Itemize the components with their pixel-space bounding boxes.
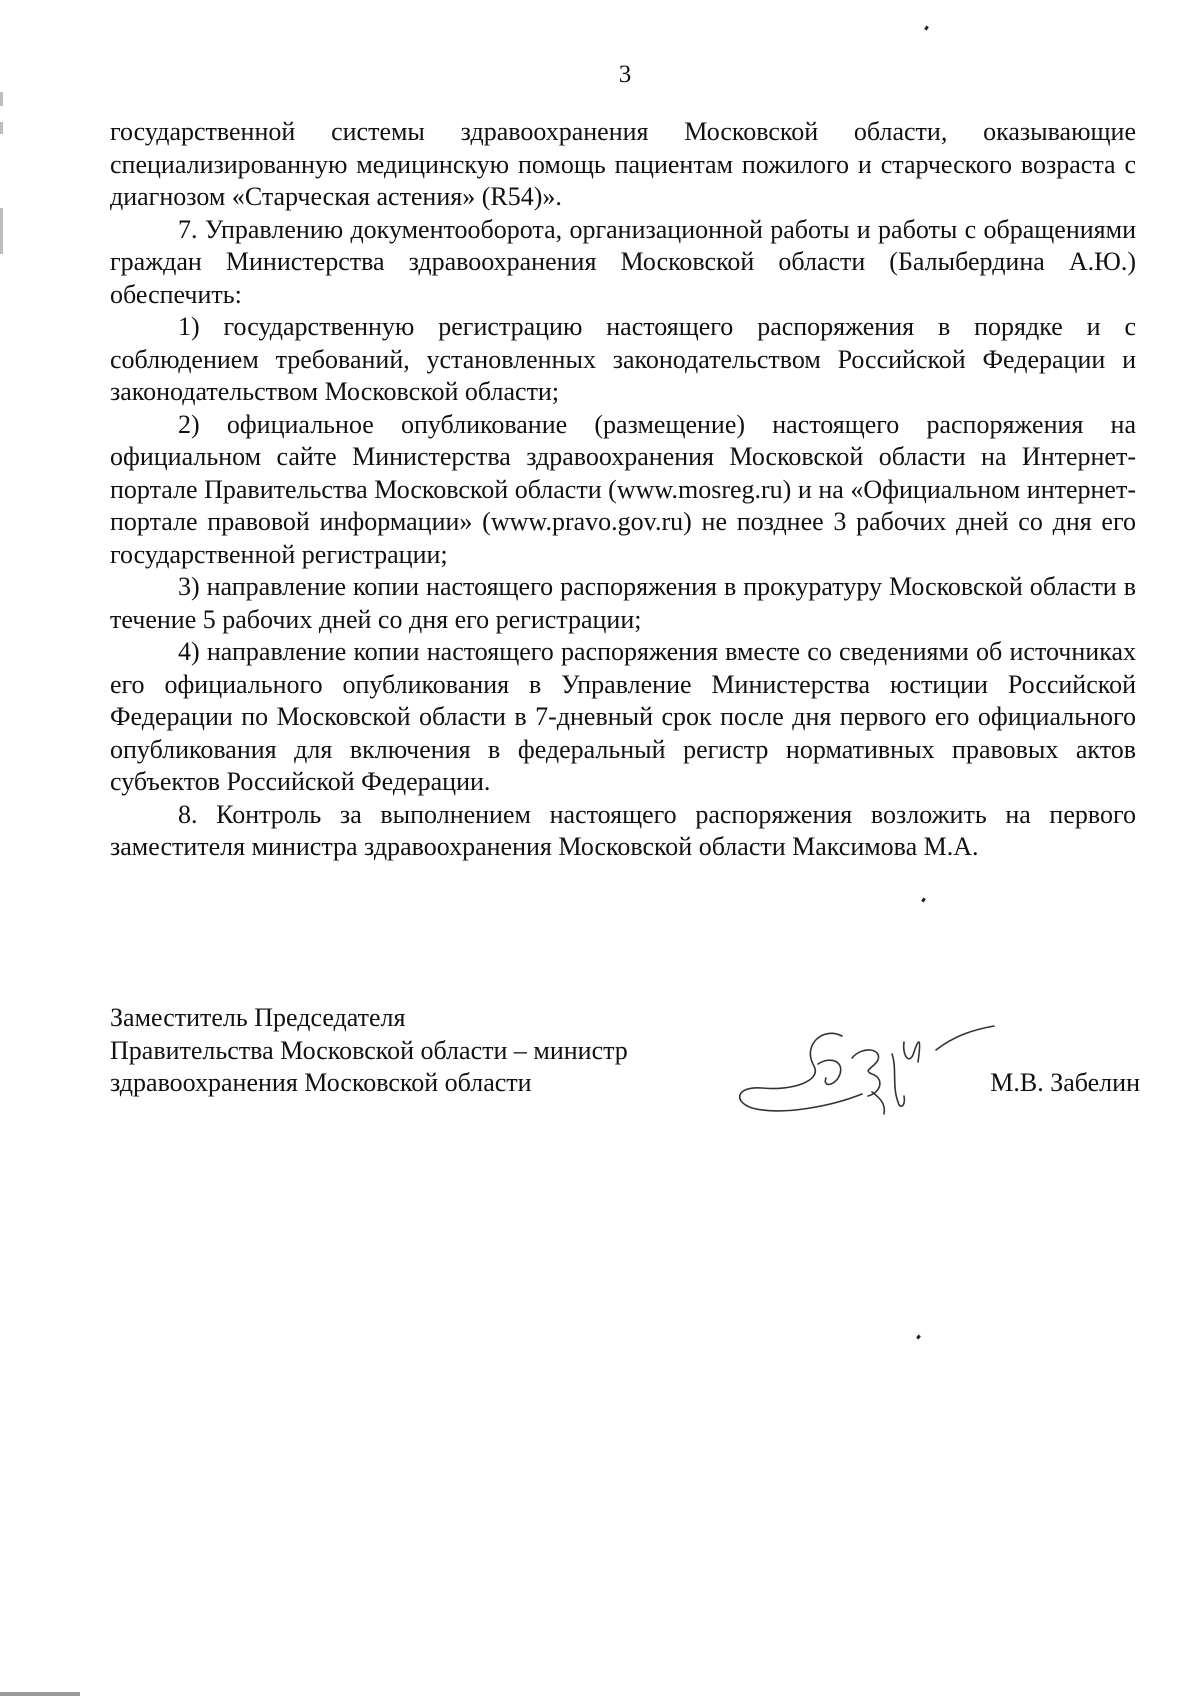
paragraph-item-7-2: 2) официальное опубликование (размещение) настоящего распоряжения на официальном сайте Министерства здравоохранения Московской области на Интернет-портале Правительства Московской области (www.mosreg.ru) и на «Официальном интернет-портале правовой информации» (www.pravo.gov.ru) не позднее 3 рабочих дней со дня его государственной регистрации; (110, 409, 1136, 569)
paragraph-item-7-3: 3) направление копии настоящего распоряжения в прокуратуру Московской области в течение 5 рабочих дней со дня его регистрации; (110, 572, 1136, 634)
scan-speck (921, 898, 926, 903)
handwritten-signature (722, 1006, 1022, 1126)
scan-edge-mark (0, 92, 3, 106)
page-number: 3 (618, 61, 632, 88)
scan-bottom-edge (0, 1692, 80, 1696)
scan-edge-mark (0, 122, 3, 134)
paragraph-item-7: 7. Управлению документооборота, организационной работы и работы с обращениями граждан Министерства здравоохранения Московской области (Балыбердина А.Ю.) обеспечить: (110, 214, 1136, 309)
signature-block (110, 1002, 1140, 1132)
signatory-title-line: здравоохранения Московской области (110, 1068, 532, 1097)
signatory-name: М.В. Забелин (990, 1068, 1140, 1097)
scan-edge-mark (0, 208, 3, 254)
paragraph-item-7-1: 1) государственную регистрацию настоящего распоряжения в порядке и с соблюдением требований, установленных законодательством Российской Федерации и законодательством Московской области; (110, 312, 1136, 406)
signatory-title-line: Заместитель Председателя (110, 1003, 406, 1032)
signatory-title-line: Правительства Московской области – министр (110, 1035, 628, 1065)
scan-speck (916, 1335, 921, 1340)
paragraph-item-7-4: 4) направление копии настоящего распоряжения вместе со сведениями об источниках его официального опубликования в Управление Министерства юстиции Российской Федерации по Московской области в 7-дневный срок после дня первого его официального опубликования для включения в федеральный регистр нормативных правовых актов субъектов Российской Федерации. (110, 637, 1136, 796)
paragraph-continuation: государственной системы здравоохранения Московской области, оказывающие специализированную медицинскую помощь пациентам пожилого и старческого возраста с диагнозом «Старческая астения» (R54)». (110, 117, 1136, 211)
document-body (110, 116, 1136, 864)
signatory-title (110, 1002, 628, 1100)
scan-speck (924, 26, 929, 31)
paragraph-item-8: 8. Контроль за выполнением настоящего распоряжения возложить на первого заместителя министра здравоохранения Московской области Максимова М.А. (110, 799, 1136, 861)
